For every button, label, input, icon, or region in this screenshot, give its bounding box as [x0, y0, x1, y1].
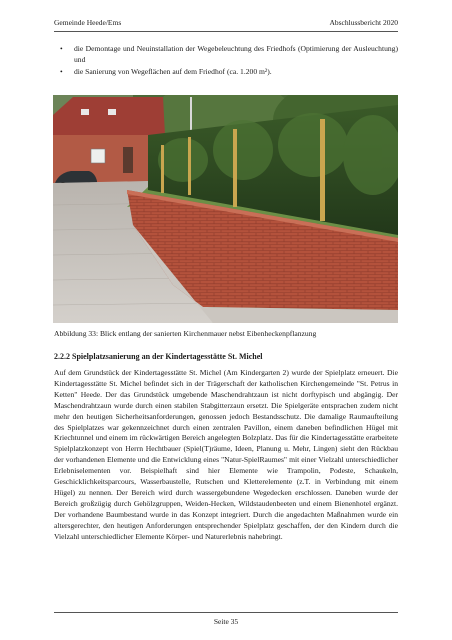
bullet-list [54, 44, 398, 80]
page-footer [54, 612, 398, 626]
bullet-item [54, 67, 398, 78]
figure-caption: Abbildung 33: Blick entlang der sanierten Kirchenmauer nebst Eibenheckenpflanzung [54, 329, 317, 338]
section-heading: 2.2.2 Spielplatzsanierung an der Kindertagesstätte St. Michel [54, 352, 263, 361]
header-left: Gemeinde Heede/Ems [54, 18, 122, 27]
photo-illustration [53, 95, 398, 323]
bullet-item [54, 44, 398, 65]
page-number: Seite 35 [213, 617, 239, 626]
bullet-text: die Demontage und Neuinstallation der Wegebeleuchtung des Friedhofs (Optimierung der Ausleuchtung) und [74, 44, 398, 64]
body-paragraph: Auf dem Grundstück der Kindertagesstätte St. Michel (Am Kindergarten 2) wurde der Spielplatz erneuert. Die Kindertagesstätte St. Michel befindet sich in der Trägerschaft der katholischen Kirchengemeinde "St. Petrus in Ketten" Heede. Der das Grundstück umgebende Maschendrahtzaun ist nicht dorftypisch und abgängig. Der Maschendrahtzaun wurde durch einen stabilen Stabgitterzaun ersetzt. Die Spielgeräte entsprachen zudem nicht mehr den heutigen Sicherheitsanforderungen, genossen jedoch Bestandsschutz. Die damalige Raumaufteilung des Spielplatzes war gekennzeichnet durch einen zentralen Pavillon, einem daneben befindlichen Hügel mit Kriechtunnel und einem im rückwärtigen Bereich angelegten Bolzplatz. Das für die Kindertagesstätte erarbeitete Spielplatzkonzept von Herrn Hechtbauer (Spiel(T)räume, Ideen, Planung u. Mehr, Lingen) sieht den Rückbau der vorhandenen Elemente und die Entwicklung eines "Natur-SpielRaumes" mit einer Vielzahl unterschiedlicher Erlebniselementen vor. Beispielhaft sind hier Elemente wie Trampolin, Podeste, Schaukeln, Geschicklichkeitsparcours, Wasserbaustelle, Rutschen und Kletterelemente (z.T. in Verbindung mit einem Hügel) zu nennen. Der Bereich wird durch wassergebundene Wegedecken erschlossen. Daneben wurde der Bereich großzügig durch Gehölzgruppen, Weiden-Hecken, Wildstaudenbeeten und einem Bienenhotel ergänzt. Der vorhandene Baumbestand wurde in das Konzept integriert. Durch die angedachten Maßnahmen wurde ein altersgerechter, den heutigen Anforderungen entsprechender Spielplatz geschaffen, der den Kindern durch die Vielzahl unterschiedlicher Elemente Körper- und Naturerlebnis nahebringt. [54, 368, 398, 541]
bullet-icon: • [60, 44, 63, 53]
page-header [54, 18, 398, 32]
header-right: Abschlussbericht 2020 [329, 18, 398, 27]
church-wall-photo [53, 95, 398, 323]
bullet-text: die Sanierung von Wegeflächen auf dem Friedhof (ca. 1.200 m²). [74, 67, 272, 77]
bullet-icon: • [60, 67, 63, 77]
